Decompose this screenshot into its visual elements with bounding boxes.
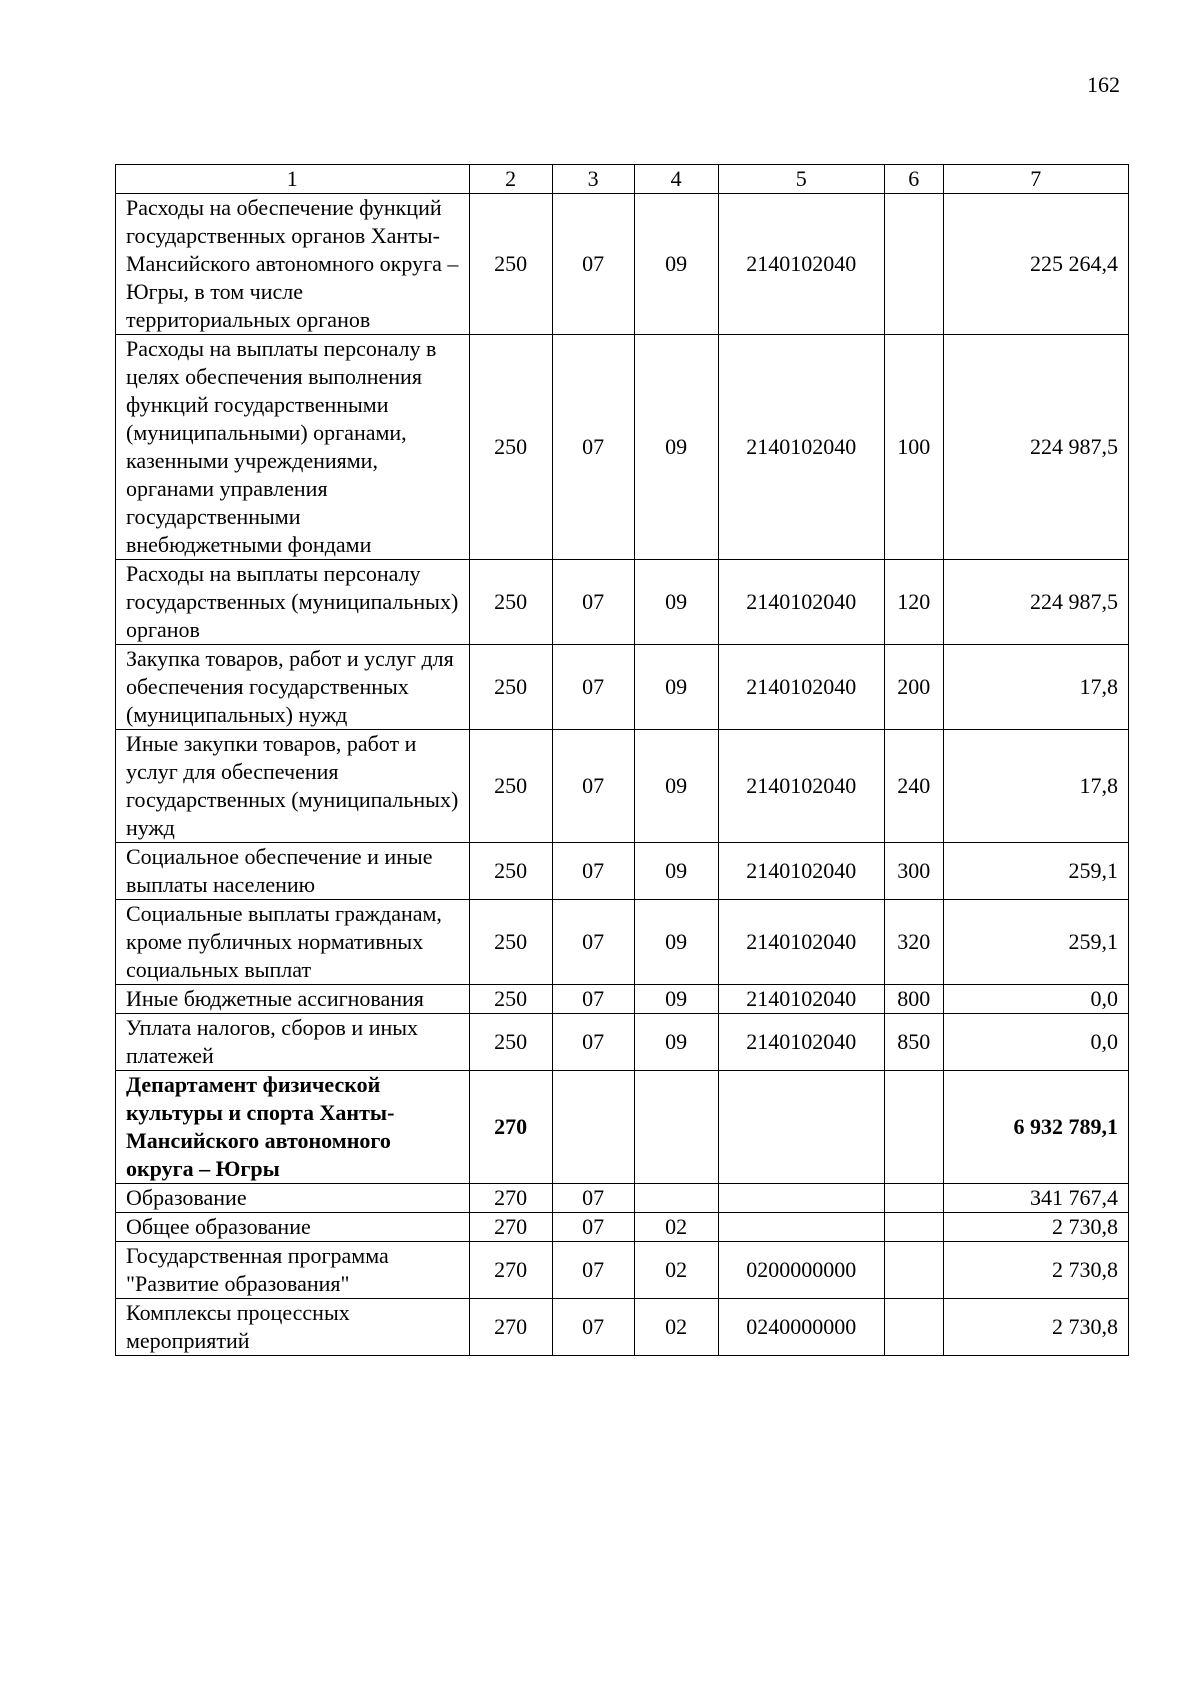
ministry-code-cell: 270 [469, 1299, 552, 1356]
ministry-code-cell: 270 [469, 1213, 552, 1242]
expense-type-cell [884, 1213, 943, 1242]
table-row [116, 843, 1129, 900]
table-row [116, 985, 1129, 1014]
subsection-code-cell [634, 1071, 718, 1184]
table-row [116, 1299, 1129, 1356]
table-row [116, 730, 1129, 843]
amount-cell: 2 730,8 [943, 1213, 1128, 1242]
header-cell: 7 [943, 165, 1128, 194]
table-row [116, 1213, 1129, 1242]
expense-name-cell: Закупка товаров, работ и услуг для обеспечения государственных (муниципальных) нужд [116, 645, 470, 730]
amount-cell: 2 730,8 [943, 1299, 1128, 1356]
ministry-code-cell: 250 [469, 560, 552, 645]
expense-type-cell [884, 194, 943, 335]
target-article-cell [718, 1213, 884, 1242]
table-header-row [116, 165, 1129, 194]
expense-name-cell: Образование [116, 1184, 470, 1213]
budget-table [115, 164, 1129, 1356]
ministry-code-cell: 250 [469, 1014, 552, 1071]
expense-name-cell: Расходы на обеспечение функций государственных органов Ханты-Мансийского автономного округа – Югры, в том числе территориальных органов [116, 194, 470, 335]
subsection-code-cell: 02 [634, 1299, 718, 1356]
target-article-cell: 2140102040 [718, 194, 884, 335]
subsection-code-cell: 09 [634, 843, 718, 900]
target-article-cell: 2140102040 [718, 560, 884, 645]
table-row [116, 900, 1129, 985]
amount-cell: 259,1 [943, 900, 1128, 985]
ministry-code-cell: 250 [469, 194, 552, 335]
expense-name-cell: Уплата налогов, сборов и иных платежей [116, 1014, 470, 1071]
section-code-cell: 07 [552, 1299, 634, 1356]
table-row [116, 1242, 1129, 1299]
expense-type-cell [884, 1071, 943, 1184]
target-article-cell: 2140102040 [718, 900, 884, 985]
ministry-code-cell: 270 [469, 1071, 552, 1184]
expense-name-cell: Департамент физической культуры и спорта Ханты-Мансийского автономного округа – Югры [116, 1071, 470, 1184]
header-cell: 3 [552, 165, 634, 194]
target-article-cell [718, 1184, 884, 1213]
expense-name-cell: Государственная программа "Развитие образования" [116, 1242, 470, 1299]
amount-cell: 17,8 [943, 730, 1128, 843]
subsection-code-cell: 09 [634, 560, 718, 645]
ministry-code-cell: 250 [469, 730, 552, 843]
section-code-cell: 07 [552, 1014, 634, 1071]
expense-name-cell: Социальное обеспечение и иные выплаты населению [116, 843, 470, 900]
expense-name-cell: Общее образование [116, 1213, 470, 1242]
expense-type-cell: 240 [884, 730, 943, 843]
expense-type-cell: 200 [884, 645, 943, 730]
section-code-cell: 07 [552, 985, 634, 1014]
section-code-cell: 07 [552, 730, 634, 843]
table-row [116, 335, 1129, 560]
header-cell: 4 [634, 165, 718, 194]
subsection-code-cell: 09 [634, 900, 718, 985]
target-article-cell: 2140102040 [718, 645, 884, 730]
expense-type-cell: 120 [884, 560, 943, 645]
header-cell: 5 [718, 165, 884, 194]
target-article-cell: 2140102040 [718, 730, 884, 843]
amount-cell: 341 767,4 [943, 1184, 1128, 1213]
amount-cell: 225 264,4 [943, 194, 1128, 335]
target-article-cell: 2140102040 [718, 335, 884, 560]
subsection-code-cell: 09 [634, 645, 718, 730]
section-code-cell: 07 [552, 1242, 634, 1299]
section-code-cell: 07 [552, 194, 634, 335]
expense-type-cell [884, 1299, 943, 1356]
target-article-cell: 2140102040 [718, 1014, 884, 1071]
ministry-code-cell: 250 [469, 900, 552, 985]
subsection-code-cell: 02 [634, 1213, 718, 1242]
expense-name-cell: Иные закупки товаров, работ и услуг для обеспечения государственных (муниципальных) нужд [116, 730, 470, 843]
target-article-cell [718, 1071, 884, 1184]
subsection-code-cell: 02 [634, 1242, 718, 1299]
expense-type-cell: 850 [884, 1014, 943, 1071]
expense-type-cell: 320 [884, 900, 943, 985]
amount-cell: 224 987,5 [943, 335, 1128, 560]
expense-type-cell: 800 [884, 985, 943, 1014]
amount-cell: 2 730,8 [943, 1242, 1128, 1299]
target-article-cell: 2140102040 [718, 985, 884, 1014]
header-cell: 1 [116, 165, 470, 194]
expense-name-cell: Социальные выплаты гражданам, кроме публичных нормативных социальных выплат [116, 900, 470, 985]
subsection-code-cell: 09 [634, 985, 718, 1014]
subsection-code-cell [634, 1184, 718, 1213]
expense-type-cell [884, 1242, 943, 1299]
ministry-code-cell: 270 [469, 1184, 552, 1213]
table-row [116, 1071, 1129, 1184]
amount-cell: 0,0 [943, 985, 1128, 1014]
section-code-cell: 07 [552, 1213, 634, 1242]
table-row [116, 1014, 1129, 1071]
section-code-cell: 07 [552, 335, 634, 560]
table-row [116, 1184, 1129, 1213]
subsection-code-cell: 09 [634, 335, 718, 560]
section-code-cell [552, 1071, 634, 1184]
section-code-cell: 07 [552, 1184, 634, 1213]
amount-cell: 224 987,5 [943, 560, 1128, 645]
amount-cell: 17,8 [943, 645, 1128, 730]
section-code-cell: 07 [552, 645, 634, 730]
expense-name-cell: Иные бюджетные ассигнования [116, 985, 470, 1014]
table-row [116, 560, 1129, 645]
subsection-code-cell: 09 [634, 194, 718, 335]
header-cell: 6 [884, 165, 943, 194]
expense-type-cell: 100 [884, 335, 943, 560]
ministry-code-cell: 250 [469, 985, 552, 1014]
expense-name-cell: Расходы на выплаты персоналу государственных (муниципальных) органов [116, 560, 470, 645]
target-article-cell: 0240000000 [718, 1299, 884, 1356]
amount-cell: 6 932 789,1 [943, 1071, 1128, 1184]
ministry-code-cell: 250 [469, 843, 552, 900]
amount-cell: 0,0 [943, 1014, 1128, 1071]
ministry-code-cell: 270 [469, 1242, 552, 1299]
section-code-cell: 07 [552, 900, 634, 985]
expense-name-cell: Комплексы процессных мероприятий [116, 1299, 470, 1356]
expense-name-cell: Расходы на выплаты персоналу в целях обеспечения выполнения функций государственными (муниципальными) органами, казенными учреждениями, органами управления государственными внебюджетными фондами [116, 335, 470, 560]
ministry-code-cell: 250 [469, 335, 552, 560]
section-code-cell: 07 [552, 560, 634, 645]
expense-type-cell: 300 [884, 843, 943, 900]
target-article-cell: 0200000000 [718, 1242, 884, 1299]
target-article-cell: 2140102040 [718, 843, 884, 900]
amount-cell: 259,1 [943, 843, 1128, 900]
subsection-code-cell: 09 [634, 1014, 718, 1071]
table-body [116, 165, 1129, 1356]
expense-type-cell [884, 1184, 943, 1213]
ministry-code-cell: 250 [469, 645, 552, 730]
page-number: 162 [1087, 72, 1120, 97]
table-row [116, 645, 1129, 730]
section-code-cell: 07 [552, 843, 634, 900]
subsection-code-cell: 09 [634, 730, 718, 843]
header-cell: 2 [469, 165, 552, 194]
table-row [116, 194, 1129, 335]
